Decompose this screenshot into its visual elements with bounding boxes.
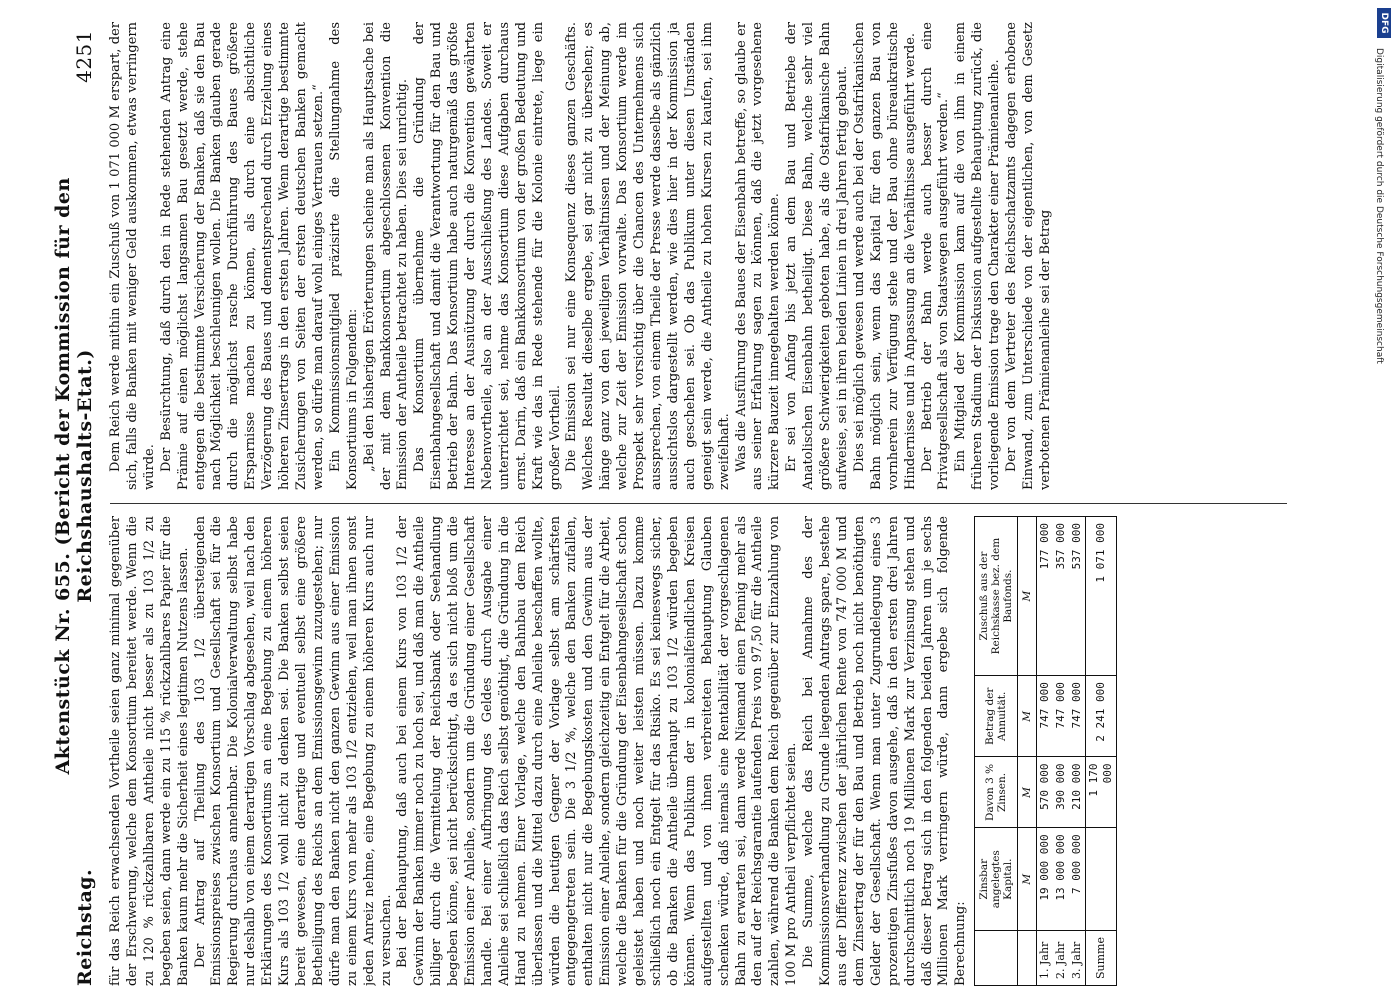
right-paragraph: Was die Ausführung des Baues der Eisenbahn betreffe, so glaube er aus seiner Erfahrung sagen zu können, daß die jetzt vorgesehene kürzere Bauzeit innegehalten werden könne.: [733, 22, 783, 490]
table-header-row: [975, 517, 1018, 986]
table-cell: Summe: [1086, 931, 1117, 986]
right-paragraph: Dem Reich werde mithin ein Zuschuß von 1 071 000 M erspart, der sich, falls die Banken mit weniger Geld auskommen, etwas verringern würde.: [108, 22, 157, 490]
table-unit-row: [1018, 517, 1037, 986]
right-paragraph: Dies sei möglich gewesen und werde auch bei der Ostafrikanischen Bahn möglich sein, wenn das Kapital für den ganzen Bau von vornherein zur Verfügung stehe und der Bau ohne büreaukratische Hindernisse und in Anpassung an die Verhältnisse ausgeführt werde.: [851, 22, 918, 490]
table-cell: 2. Jahr: [1053, 931, 1069, 986]
table-cell: 177 000: [1037, 517, 1054, 676]
table-cell: 1 071 000: [1086, 517, 1117, 676]
table-header: Zinsbar angelegtes Kapital.: [975, 828, 1018, 931]
right-paragraph: Das Konsortium übernehme die Gründung der Eisenbahngesellschaft und damit die Verantwortung für den Bau und Betrieb der Bahn. Das Konsortium habe auch naturgemäß das größte Interesse an der Ausnützung der durch die Konvention gewährten Nebenvortheile, also an der Ausschließung des Landes. Soweit er unterrichtet sei, nehme das Konsortium diese Aufgaben durchaus ernst. Darin, daß ein Bankkonsortium von der großen Bedeutung und Kraft wie das in Rede stehende für die Kolonie eintrete, liege ein großer Vortheil.: [412, 22, 563, 490]
header-left: Reichstag.: [74, 868, 96, 986]
table-cell: 747 000: [1053, 676, 1069, 757]
table-header: Davon 3 % Zinsen.: [975, 757, 1018, 828]
table-cell: 357 000: [1053, 517, 1069, 676]
table-unit: M: [1018, 517, 1037, 676]
table-unit: M: [1018, 676, 1037, 757]
table-cell: 747 000: [1069, 676, 1086, 757]
right-paragraph: Ein Mitglied der Kommission kam auf die von ihm in einem früheren Stadium der Diskussion aufgestellte Behauptung zurück, die vorliegende Emission trage den Charakter einer Prämienanleihe.: [953, 22, 1003, 490]
dfg-logo-icon: DFG: [1377, 8, 1391, 38]
right-paragraph: Der Besürchtung, daß durch den in Rede stehenden Antrag eine Prämie auf einen möglichst langsamen Bau gesetzt werde, stehe entgegen die bestimmte Versicherung der Banken, daß sie den Bau nach Möglichkeit beschleunigen wollen. Die Banken glauben gerade durch die möglichst rasche Durchführung des Baues größere Ersparnisse machen zu können, als durch eine absichtliche Verzögerung des Baues und dementsprechend durch Erzielung eines höheren Zinsertrags in den ersten Jahren. Wenn derartige bestimmte Zusicherungen von Seiten der ersten deutschen Banken gemacht werden, so dürfe man darauf wohl einiges Vertrauen setzen.“: [158, 22, 326, 490]
table-cell: 747 000: [1037, 676, 1054, 757]
right-paragraph: „Bei den bisherigen Erörterungen scheine man als Hauptsache bei der mit dem Bankkonsortium abgeschlossenen Konvention die Emission der Antheile betrachtet zu haben. Dies sei unrichtig.: [361, 22, 411, 490]
table-cell: [1086, 828, 1117, 931]
dfg-credit-text: Digitalisierung gefördert durch die Deutsche Forschungsgemeinschaft: [1374, 48, 1384, 364]
left-paragraph: Die Summe, welche das Reich bei Annahme des der Kommissionsverhandlung zu Grunde liegenden Antrags spare, bestehe aus der Differenz zwischen der jährlichen Rente von 747 000 M und dem Zinsertrag der für den Bau und Betrieb noch nicht benöthigten Gelder der Gesellschaft. Wenn man unter Zugrundelegung eines 3 prozentigen Zinsfußes davon ausgehe, daß in den ersten drei Jahren durchschnittlich noch 19 Millionen Mark zur Verzinsung stehen und daß dieser Betrag sich in den folgenden beiden Jahren um je sechs Millionen Mark verringern würde, dann ergebe sich folgende Berechnung:: [801, 516, 969, 986]
column-divider: [110, 503, 1287, 504]
right-paragraph: Die Emission sei nur eine Konsequenz dieses ganzen Geschäfts. Welches Resultat dieselbe ergebe, sei gar nicht zu übersehen; es hänge ganz von den jeweiligen Verhältnissen und der Meinung ab, welche zur Zeit der Emission vorwalte. Das Konsortium werde im Prospekt sehr vorsichtig über die Chancen des Unternehmens sich aussprechen, von einem Theile der Presse werde dasselbe als gänzlich aussichtslos dargestellt werden, wie dies hier in der Kommission ja auch geschehen sei. Ob das Publikum unter diesen Umständen geneigt sein werde, die Antheile zu hohen Kursen zu kaufen, sei ihm zweifelhaft.: [564, 22, 732, 490]
table-cell: 19 000 000: [1037, 828, 1054, 931]
table-sum-row: [1086, 517, 1117, 986]
table-cell: 210 000: [1069, 757, 1086, 828]
table-header: Betrag der Annuität.: [975, 676, 1018, 757]
table-cell: 13 000 000: [1053, 828, 1069, 931]
right-paragraph: Ein Kommissionsmitglied präzisirte die Stellungnahme des Konsortiums in Folgendem:: [327, 22, 360, 490]
page-header: [50, 30, 96, 986]
table-cell: 1 170 000: [1086, 757, 1117, 828]
table-row: [1069, 517, 1086, 986]
left-column: [108, 516, 1297, 986]
header-title: Aktenstück Nr. 655. (Bericht der Kommission für den Reichshaushalts-Etat.): [52, 177, 96, 775]
table-cell: 2 241 000: [1086, 676, 1117, 757]
calculation-table: [974, 516, 1117, 986]
right-paragraph: Der von dem Vertreter des Reichsschatzamts dagegen erhobene Einwand, zum Unterschiede von der eigentlichen, von dem Gesetz verbotenen Prämienanleihe sei der Betrag: [1004, 22, 1053, 490]
right-column: [108, 22, 1297, 490]
table-unit: M: [1018, 828, 1037, 931]
table-cell: 570 000: [1037, 757, 1054, 828]
left-paragraph: Der Antrag auf Theilung des 103 1/2 übersteigenden Emissionspreises zwischen Konsortium und Gesellschaft sei für die Regierung durchaus annehmbar. Die Kolonialverwaltung selbst habe nur deshalb von einem derartigen Vorschlag abgesehen, weil nach den Erklärungen des Konsortiums an eine Begebung zu einem höheren Kurs als 103 1/2 wohl nicht zu denken sei. Die Banken selbst seien bereit gewesen, eine derartige und eventuell selbst eine größere Betheiligung des Reichs an dem Emissionsgewinn zuzugestehen; nur dürfe man den Banken nicht den ganzen Gewinn aus einer Emission zu einem Kurs von mehr als 103 1/2 entziehen, weil man ihnen sonst jeden Anreiz nehme, eine Begebung zu einem höheren Kurs auch nur zu versuchen.: [192, 516, 394, 986]
table-unit: M: [1018, 757, 1037, 828]
table-cell: 3. Jahr: [1069, 931, 1086, 986]
right-paragraph: Der Betrieb der Bahn werde auch besser durch eine Privatgesellschaft als von Staatswegen ausgeführt werden.“: [919, 22, 952, 490]
table-row: [1037, 517, 1054, 986]
page-number: 4251: [72, 30, 96, 83]
left-paragraph: Bei der Behauptung, daß auch bei einem Kurs von 103 1/2 der Gewinn der Banken immer noch zu hoch sei, und daß man die Antheile billiger durch die Vermittelung der Reichsbank oder Seehandlung begeben könne, sei nicht berücksichtigt, da es sich nicht bloß um die Emission einer Anleihe, sondern um die Gründung einer Gesellschaft handle. Bei einer Aufbringung des Geldes durch Ausgabe einer Anleihe sei schließlich das Reich selbst genöthigt, die Gründung in die Hand zu nehmen. Einer Vorlage, welche den Bahnbau dem Reich überlassen und die Mittel dazu durch eine Anleihe beschaffen wollte, würden die heutigen Gegner der Vorlage selbst am schärfsten entgegengetreten sein. Die 3 1/2 %, welche den Banken zufallen, enthalten nicht nur die Begebungskosten und den Gewinn aus der Emission einer Anleihe, sondern gleichzeitig ein Entgelt für die Arbeit, welche die Banken für die Gründung der Eisenbahngesellschaft schon geleistet haben und noch weiter leisten müssen. Dazu komme schließlich noch ein Entgelt für das Risiko. Es sei keineswegs sicher, ob die Banken die Antheile überhaupt zu 103 1/2 würden begeben können. Wenn das Publikum der in kolonialfeindlichen Kreisen aufgestellten und von ihnen verbreiteten Behauptung Glauben schenken würde, daß niemals eine Rentabilität der vorgeschlagenen Bahn zu erwarten sei, dann werde Niemand einen Pfennig mehr als den auf der Reichsgarantie laufenden Preis von 97,50 für die Antheile zahlen, während die Banken dem Reich gegenüber zur Einzahlung von 100 M pro Antheil verpflichtet seien.: [395, 516, 800, 986]
table-row: [1053, 517, 1069, 986]
table-header: Zuschuß aus der Reichskasse bez. dem Baufonds.: [975, 517, 1018, 676]
right-paragraph: Er sei von Anfang bis jetzt an dem Bau und Betriebe der Anatolischen Eisenbahn betheiligt. Diese Bahn, welche sehr viel größere Schwierigkeiten geboten habe, als die Ostafrikanische Bahn aufweise, sei in ihren beiden Linien in drei Jahren fertig gebaut.: [784, 22, 850, 490]
table-cell: 390 000: [1053, 757, 1069, 828]
table-cell: 537 000: [1069, 517, 1086, 676]
table-unit: [1018, 931, 1037, 986]
table-cell: 7 000 000: [1069, 828, 1086, 931]
table-cell: 1. Jahr: [1037, 931, 1054, 986]
table-header: [975, 931, 1018, 986]
left-paragraph: für das Reich erwachsenden Vortheile seien ganz minimal gegenüber der Erschwerung, welche dem Konsortium bereitet werde. Wenn die zu 120 % rückzahlbaren Antheile nicht besser als zu 103 1/2 zu begeben seien, dann werde ein zu 115 % rückzahlbares Papier für die Banken kaum mehr die Sicherheit eines legitimen Nutzens lassen.: [108, 516, 191, 986]
